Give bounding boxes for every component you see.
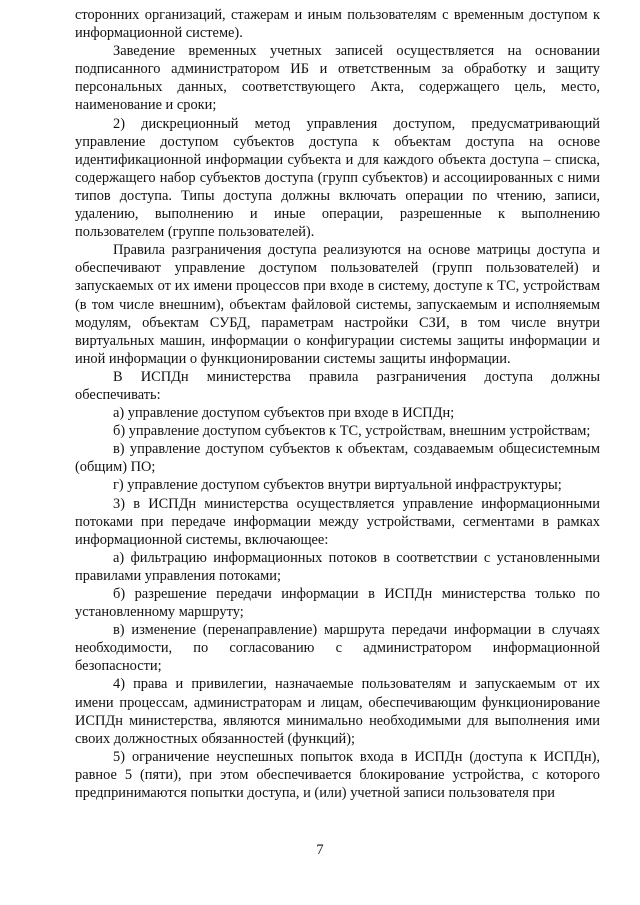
list-item: а) фильтрацию информационных потоков в соответствии с установленными правилами управления потоками; bbox=[75, 549, 600, 584]
body-text bbox=[75, 6, 600, 802]
paragraph: 2) дискреционный метод управления доступом, предусматривающий управление доступом субъектов доступа к объектам доступа на основе идентификационной информации субъекта и для каждого объекта доступа – списка, содержащего набор субъектов доступа (групп субъектов) и ассоциированных с ними типов доступа. Типы доступа должны включать операции по чтению, записи, удалению, выполнению и иные операции, разрешенные к выполнению пользователем (группе пользователей). bbox=[75, 115, 600, 241]
paragraph: сторонних организаций, стажерам и иным пользователям с временным доступом к информационной системе). bbox=[75, 7, 600, 42]
list-item: в) управление доступом субъектов к объектам, создаваемым общесистемным (общим) ПО; bbox=[75, 441, 600, 476]
page-number: 7 bbox=[316, 842, 324, 858]
paragraph: 5) ограничение неуспешных попыток входа в ИСПДн (доступа к ИСПДн), равное 5 (пяти), при этом обеспечивается блокирование устройства, с которого предпринимаются попытки доступа, и (или) учетной записи пользователя при bbox=[75, 748, 600, 802]
paragraph: Заведение временных учетных записей осуществляется на основании подписанного администратором ИБ и ответственным за обработку и защиту персональных данных, соответствующего Акта, содержащего цель, место, наименование и сроки; bbox=[75, 43, 600, 114]
paragraph: В ИСПДн министерства правила разграничения доступа должны обеспечивать: bbox=[75, 368, 600, 403]
list-item: а) управление доступом субъектов при входе в ИСПДн; bbox=[113, 405, 455, 422]
list-item: б) управление доступом субъектов к ТС, устройствам, внешним устройствам; bbox=[113, 423, 591, 440]
paragraph: Правила разграничения доступа реализуются на основе матрицы доступа и обеспечивают управление доступом пользователей (групп пользователей) и запускаемых от их имени процессов при входе в систему, доступе к ТС, устройствам (в том числе внешним), объектам файловой системы, запускаемым и исполняемым модулям, объектам СУБД, параметрам настройки СЗИ, в том числе внутри виртуальных машин, информации о конфигурации системы защиты информации и иной информации о функционировании системы защиты информации. bbox=[75, 242, 600, 367]
list-item: в) изменение (перенаправление) маршрута передачи информации в случаях необходимости, по согласованию с администратором информационной безопасности; bbox=[75, 622, 600, 675]
list-item: г) управление доступом субъектов внутри виртуальной инфраструктуры; bbox=[113, 477, 562, 494]
paragraph: 4) права и привилегии, назначаемые пользователям и запускаемым от их имени процессам, администраторам и лицам, обеспечивающим функционирование ИСПДн министерства, являются минимально необходимыми для выполнения ими своих должностных обязанностей (функций); bbox=[75, 676, 600, 747]
list-item: б) разрешение передачи информации в ИСПДн министерства только по установленному маршруту; bbox=[75, 586, 600, 621]
paragraph: 3) в ИСПДн министерства осуществляется управление информационными потоками при передаче информации между устройствами, сегментами в рамках информационной системы, включающее: bbox=[75, 495, 600, 548]
